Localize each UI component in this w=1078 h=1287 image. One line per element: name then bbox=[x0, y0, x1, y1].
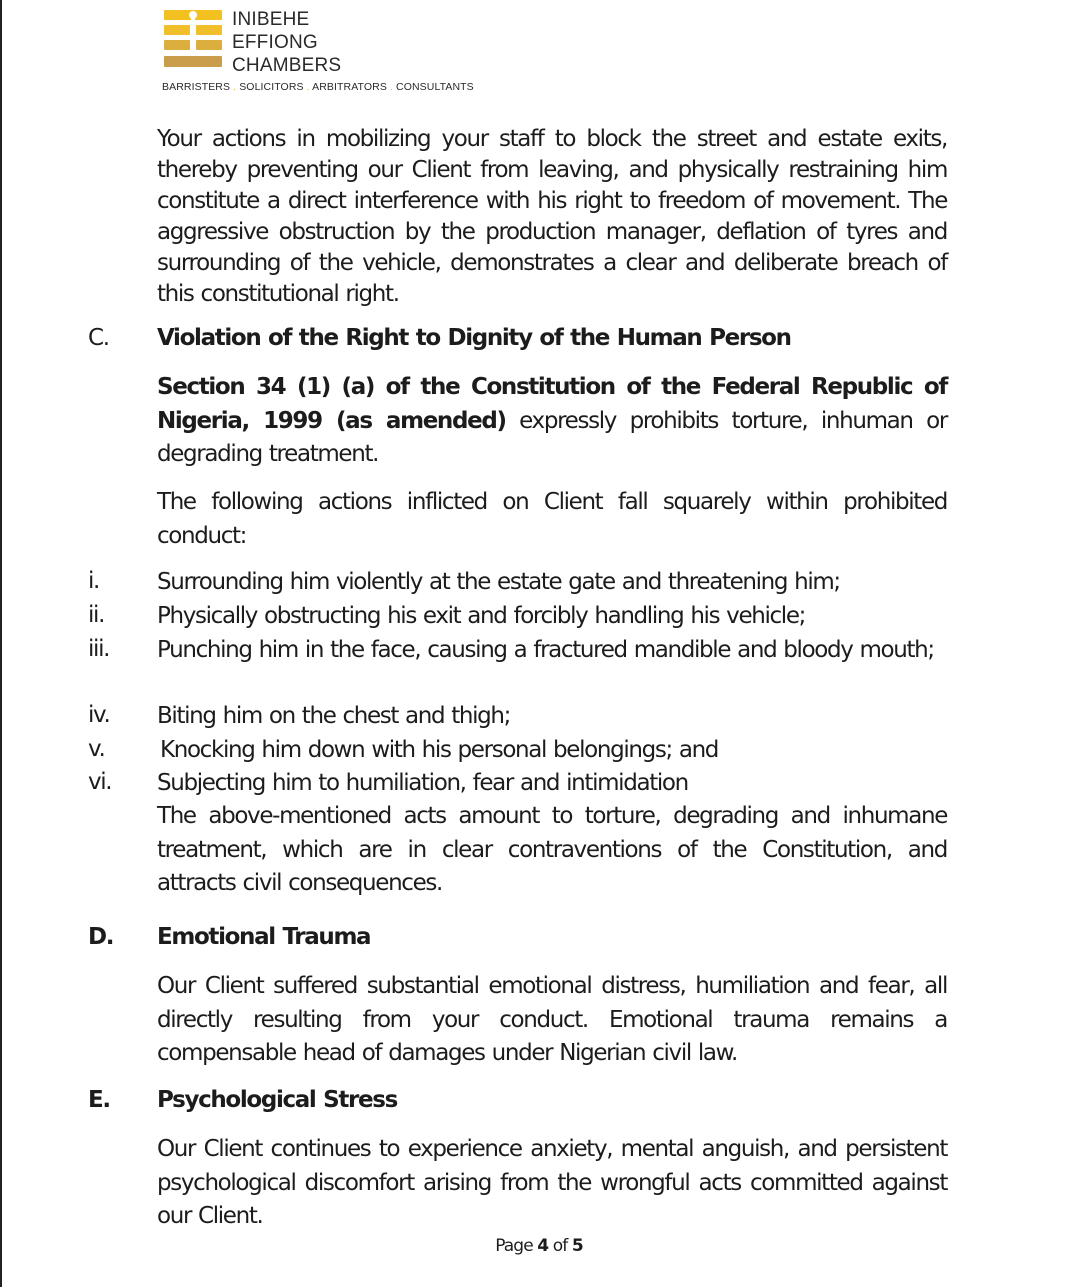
section-c-citation-paragraph bbox=[157, 371, 947, 472]
section-c-lead-in: The following actions inflicted on Client fall squarely within prohibited conduct: bbox=[157, 489, 947, 549]
page-edge-border bbox=[0, 0, 2, 1287]
list-marker: ii. bbox=[88, 602, 105, 628]
firm-name bbox=[232, 8, 341, 77]
total-pages: 5 bbox=[571, 1236, 583, 1256]
tagline-part: SOLICITORS bbox=[239, 81, 304, 93]
section-c-marker: C. bbox=[88, 325, 109, 351]
list-item: Knocking him down with his personal belongings; and bbox=[160, 737, 719, 763]
section-d-heading: Emotional Trauma bbox=[157, 924, 371, 950]
firm-name-line: EFFIONG bbox=[232, 32, 318, 53]
list-marker: iv. bbox=[88, 702, 110, 728]
tagline-part: ARBITRATORS bbox=[312, 81, 387, 93]
section-c-conclusion: The above-mentioned acts amount to torture, degrading and inhumane treatment, which are in clear contraventions of the Constitution, and attracts civil consequences. bbox=[157, 803, 947, 896]
list-item: Physically obstructing his exit and forcibly handling his vehicle; bbox=[157, 603, 806, 629]
constitution-citation: Section 34 (1) (a) of the Constitution of the Federal Republic of Nigeria, 1999 (as amended) bbox=[157, 374, 947, 434]
section-d-body: Our Client suffered substantial emotional distress, humiliation and fear, all directly resulting from your conduct. Emotional trauma remains a compensable head of damages under Nigerian civil law. bbox=[157, 973, 947, 1066]
current-page: 4 bbox=[537, 1236, 549, 1256]
list-marker: iii. bbox=[88, 636, 110, 662]
list-item: Punching him in the face, causing a fractured mandible and bloody mouth; bbox=[157, 637, 934, 663]
section-e-body: Our Client continues to experience anxiety, mental anguish, and persistent psychological discomfort arising from the wrongful acts committed against our Client. bbox=[157, 1136, 947, 1229]
firm-name-line: INIBEHE bbox=[232, 9, 310, 30]
section-e-heading: Psychological Stress bbox=[157, 1087, 397, 1113]
tagline-separator: . bbox=[306, 81, 310, 93]
firm-name-line: CHAMBERS bbox=[232, 55, 342, 76]
tagline-part: BARRISTERS bbox=[162, 81, 231, 93]
of-word: of bbox=[552, 1236, 568, 1256]
tagline-separator: . bbox=[233, 81, 237, 93]
section-c-heading: Violation of the Right to Dignity of the Human Person bbox=[157, 325, 791, 351]
list-item: Subjecting him to humiliation, fear and intimidation bbox=[157, 770, 688, 796]
list-marker: vi. bbox=[88, 769, 112, 795]
tagline-separator: . bbox=[389, 81, 393, 93]
firm-tagline bbox=[162, 81, 474, 93]
list-marker: v. bbox=[88, 736, 105, 762]
citation-rest: expressly prohibits torture, inhuman or degrading treatment. bbox=[157, 407, 947, 467]
list-item: Surrounding him violently at the estate gate and threatening him; bbox=[157, 569, 840, 595]
section-e-marker: E. bbox=[88, 1087, 110, 1113]
tagline-part: CONSULTANTS bbox=[396, 81, 474, 93]
scales-figure-logo-icon bbox=[164, 10, 222, 70]
page-word: Page bbox=[495, 1236, 533, 1256]
list-marker: i. bbox=[88, 568, 100, 594]
section-d-marker: D. bbox=[88, 924, 114, 950]
list-item: Biting him on the chest and thigh; bbox=[157, 703, 511, 729]
intro-paragraph: Your actions in mobilizing your staff to block the street and estate exits, thereby preventing our Client from leaving, and physically restraining him constitute a direct interference with his right to freedom of movement. The aggressive obstruction by the production manager, deflation of tyres and surrounding of the vehicle, demonstrates a clear and deliberate breach of this constitutional right. bbox=[157, 126, 947, 307]
page-number bbox=[0, 1236, 1078, 1256]
